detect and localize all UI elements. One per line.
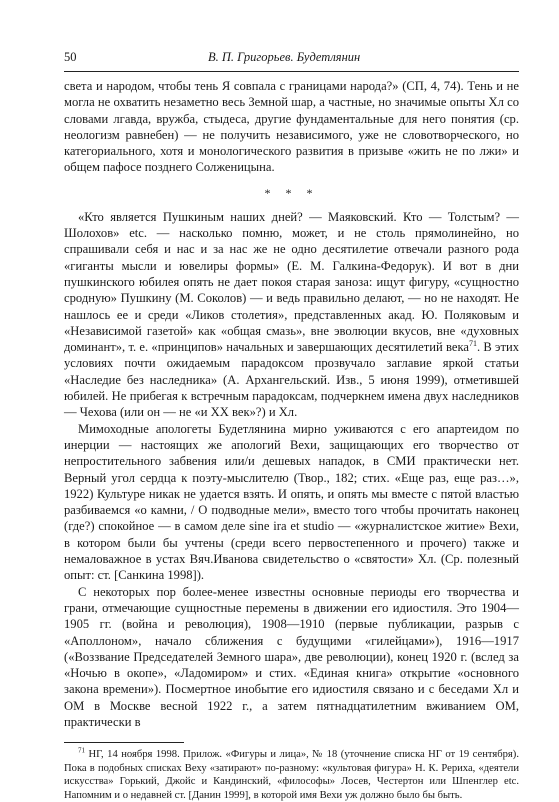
paragraph-2-text: «Кто является Пушкиным наших дней? — Маяковский. Кто — Толстым? — Шолохов» etc. — насколько помню, может, и не столь прямолинейно, но спрашивали себя и нас и за нас же не одно десятилетие отвечали разного рода «гиганты мысли и ювелиры формы» (Е. М. Галкина-Федорук). И вот в дни пушкинского юбилея опять не дает покоя старая заноза: ищут фигуру, «сущностно сродную» Пушкину (М. Соколов) — и ведь правильно делают, — но не находят. Не нашлось ее и среди «Ликов столетия», представленных акад. Ю. Поляковым и «Независимой газетой» как «общая смазь», вне эволюции вкусов, вне «духовных доминант», т. е. «принципов» начальных и завершающих десятилетий века <box>64 209 519 355</box>
footnote-rule <box>64 742 184 743</box>
running-title: В. П. Григорьев. Будетлянин <box>208 50 361 64</box>
paragraph-2-tail: . В этих условиях почти ожидаемым парадоксом прозвучало заглавие яркой статьи «Наследие без наследника» (А. Архангельский. Изв., 5 июня 1999), отметившей юбилей. Не прибегая к встречным парадоксам, подчеркнем имена двух наследников — Чехова (или он — не «и XX век»?) и Хл. <box>64 340 520 420</box>
page-header <box>64 50 519 68</box>
footnote-text: НГ, 14 ноября 1998. Прилож. «Фигуры и лица», № 18 (уточнение списка НГ от 19 сентября). Пока в подобных списках Веху «затирают» по-разному: «культовая фигура» Н. К. Рериха, «деятели искусства» Горький, Джойс и Кандинский, «философы» Лосев, Честертон или Шпенглер etc. Напомним и о недавней ст. [Данин 1999], в которой имя Вехи уж должно было бы быть. <box>64 749 519 801</box>
footnote-number: 71 <box>78 746 85 755</box>
paragraph-2 <box>64 209 519 421</box>
main-text <box>64 78 519 730</box>
footnote-71 <box>64 748 519 802</box>
paragraph-1: света и народом, чтобы тень Я совпала с границами народа?» (СП, 4, 74). Тень и не могла не охватить незаметно весь Земной шар, а частные, но значимые опыты Хл со словами лгавда, вружба, стыдеса, другие фундаментальные для него понятия (ср. неологизм равнебен) — не получить независимого, уже не словотворческого, но категориального, хотя и монологического развития в призыве «жить не по лжи» и общем пафосе позднего Солженицына. <box>64 79 519 175</box>
page-number: 50 <box>64 50 77 64</box>
paragraph-4: С некоторых пор более-менее известны основные периоды его творчества и грани, отмечающие сущностные перемены в движении его идиостиля. Это 1904—1905 гг. (война и революция), 1908—1910 (первые публикации, разрыв с «Аполлоном», начало сближения с будущими «гилейцами»), 1916—1917 («Воззвание Председателей Земного шара», две революции), конец 1920 г. (вслед за «Ночью в окопе», «Ладомиром» и стих. «Единая книга» открытие «основного закона времени»). Посмертное инобытие его идиостиля связано и с беседами Хл и ОМ в Москве весной 1922 г., а затем пятнадцатилетним вживанием ОМ, практически в <box>64 584 519 729</box>
header-rule <box>64 71 519 72</box>
paragraph-3: Мимоходные апологеты Будетлянина мирно уживаются с его апартеидом по инерции — настоящих же апологий Вехи, защищающих его творчество от непростительного забвения или/и дешевых нападок, в СМИ практически нет. Верный угол сердца к поэту-мыслителю (Твор., 182; стих. «Еще раз, еще раз…», 1922) Культуре никак не удается взять. И опять, и опять мы вместе с пятой властью разбиваемся «о камни, / О подводные мели», вместо того чтобы прочитать наконец (где?) спокойное — в самом деле sine ira et studio — «журналистское житие» Вехи, в котором были бы учтены (среди всего первостепенного и прочего) также и немаловажное в устах Вяч.Иванова свидетельство о «святости» Хл. (Ср. полезный опыт: ст. [Санкина 1998]). <box>64 421 519 583</box>
section-separator: * * * <box>264 185 319 200</box>
footnote-ref-71[interactable]: 71 <box>468 338 477 348</box>
